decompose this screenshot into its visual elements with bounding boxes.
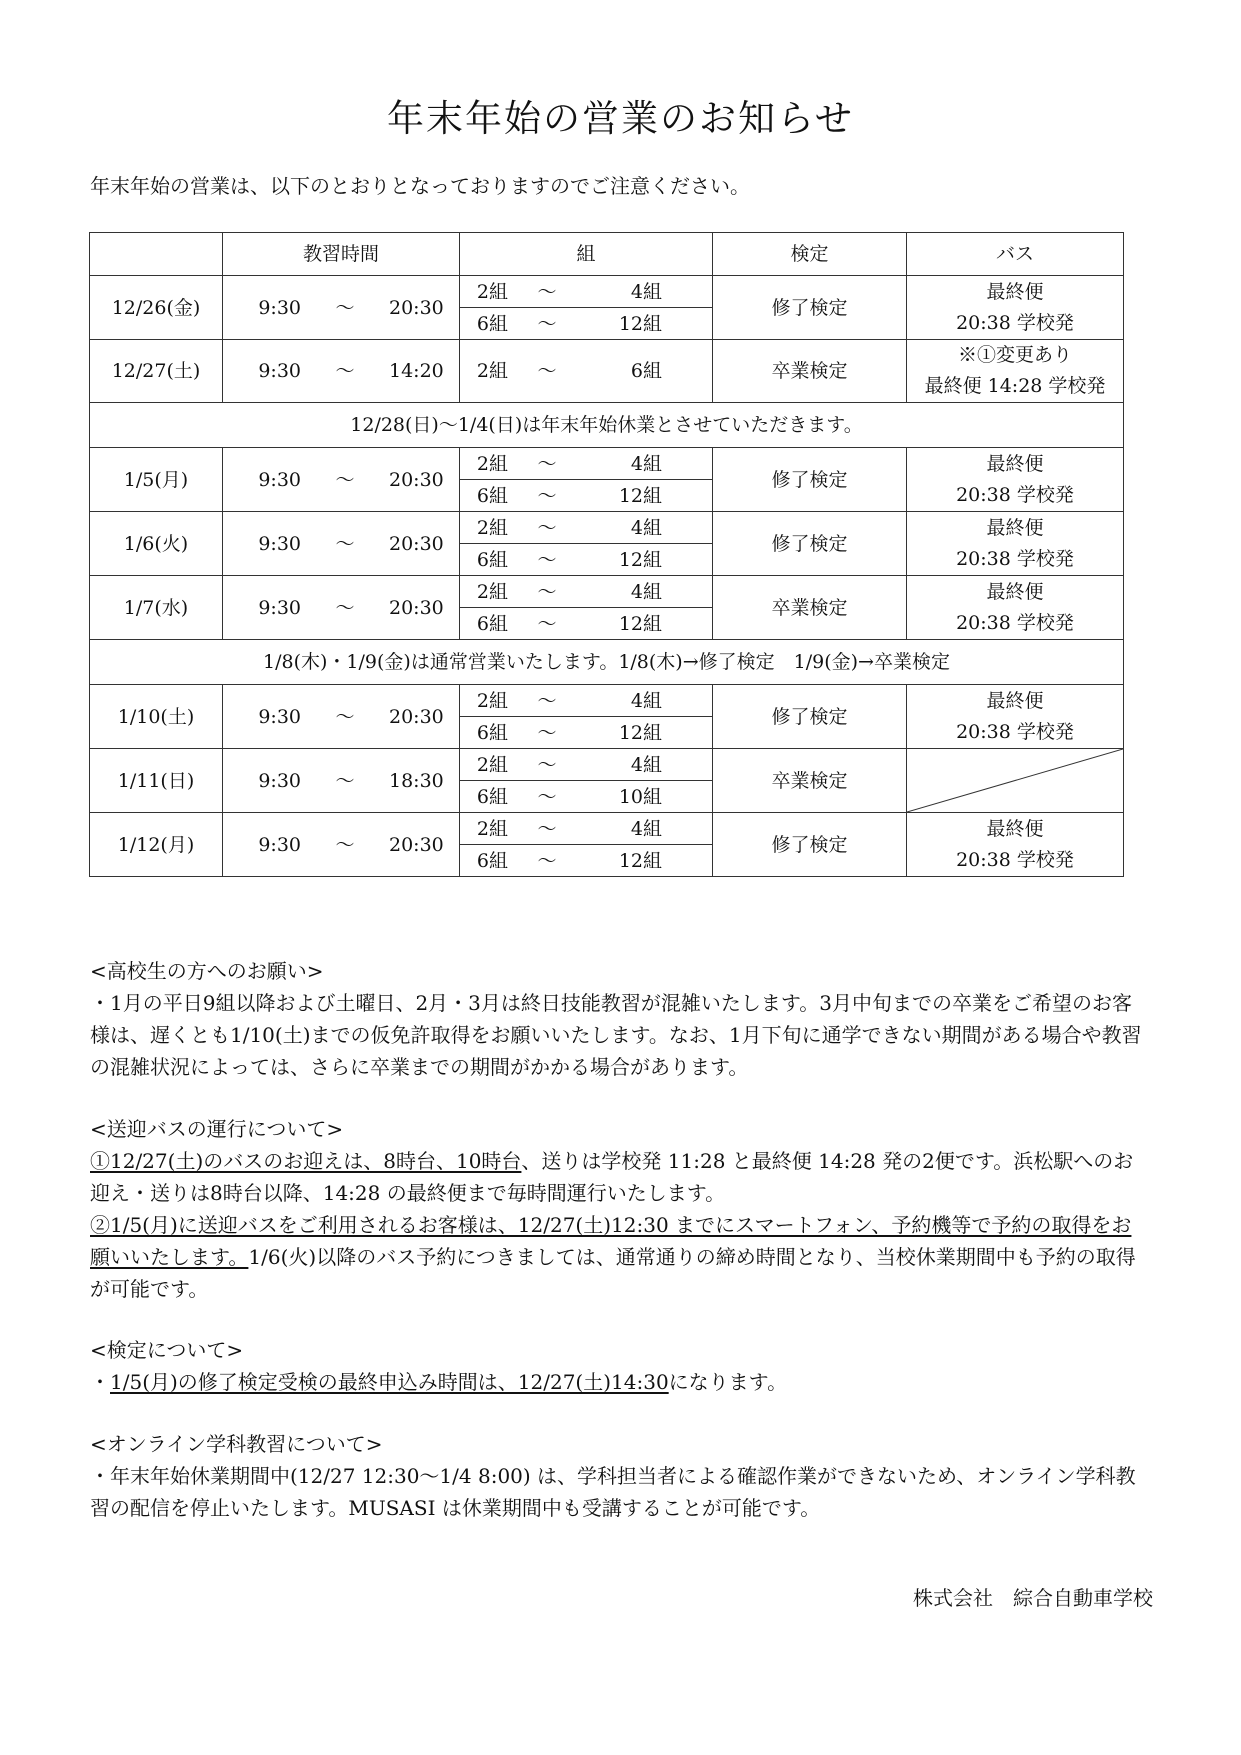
time-range: [223, 830, 459, 860]
date-cell: 1/10(土): [90, 685, 223, 749]
time-cell: [223, 813, 460, 877]
group-sep: 〜: [537, 817, 557, 840]
header-cell: 教習時間: [223, 233, 460, 276]
exam-cell: 修了検定: [713, 276, 907, 340]
highschool-heading: <高校生の方へのお願い>: [90, 959, 324, 983]
bus-line: 20:38 学校発: [956, 483, 1074, 506]
group-range: [460, 814, 712, 844]
group-cell: [460, 480, 713, 512]
time-end: 20:30: [389, 468, 444, 491]
time-range: [223, 293, 459, 323]
group-end: 12組: [618, 849, 662, 872]
bus-cell: [907, 340, 1124, 403]
table-row: [90, 685, 1124, 717]
time-sep: 〜: [335, 769, 355, 792]
group-cell: [460, 608, 713, 640]
time-sep: 〜: [335, 468, 355, 491]
bus-line: 最終便: [986, 452, 1044, 475]
time-cell: [223, 576, 460, 640]
date-cell: 12/27(土): [90, 340, 223, 403]
group-end: 12組: [618, 548, 662, 571]
exam-heading: <検定について>: [90, 1338, 244, 1362]
group-start: 2組: [476, 516, 508, 539]
group-end: 4組: [630, 580, 662, 603]
group-start: 6組: [476, 548, 508, 571]
date-cell: 12/26(金): [90, 276, 223, 340]
group-cell: [460, 749, 713, 781]
time-range: [223, 593, 459, 623]
bus-cell: [907, 576, 1124, 640]
group-end: 10組: [618, 785, 662, 808]
group-range: [460, 309, 712, 339]
exam-cell: 修了検定: [713, 512, 907, 576]
group-end: 4組: [630, 452, 662, 475]
group-cell: [460, 845, 713, 877]
time-cell: [223, 685, 460, 749]
time-cell: [223, 340, 460, 403]
exam-cell: 修了検定: [713, 813, 907, 877]
exam-section: [90, 1334, 1150, 1398]
time-range: [223, 465, 459, 495]
table-row: [90, 340, 1124, 403]
group-cell: [460, 576, 713, 608]
time-end: 14:20: [389, 360, 444, 382]
group-range: [460, 356, 712, 386]
group-sep: 〜: [537, 580, 557, 603]
intro-text: 年末年始の営業は、以下のとおりとなっておりますのでご注意ください。: [90, 174, 750, 198]
date-cell: 1/5(月): [90, 448, 223, 512]
highschool-body: ・1月の平日9組以降および土曜日、2月・3月は終日技能教習が混雑いたします。3月中旬までの卒業をご希望のお客様は、遅くとも1/10(土)までの仮免許取得をお願いいたします。なお、1月下旬に通学できない期間がある場合や教習の混雑状況によっては、さらに卒業までの期間がかかる場合があります。: [90, 991, 1142, 1079]
group-sep: 〜: [537, 689, 557, 712]
online-section: [90, 1428, 1150, 1524]
header-cell: [90, 233, 223, 276]
time-cell: [223, 512, 460, 576]
group-sep: 〜: [537, 484, 557, 507]
date-cell: 1/7(水): [90, 576, 223, 640]
group-sep: 〜: [537, 280, 557, 303]
time-sep: 〜: [335, 596, 355, 619]
table-row: [90, 813, 1124, 845]
bus-cell: [907, 448, 1124, 512]
group-start: 2組: [476, 689, 508, 712]
bus-line: 最終便: [986, 280, 1044, 303]
group-end: 4組: [630, 280, 662, 303]
table-row: [90, 512, 1124, 544]
group-range: [460, 545, 712, 575]
bus-line: 20:38 学校発: [956, 611, 1074, 634]
group-cell: [460, 813, 713, 845]
group-cell: [460, 717, 713, 749]
time-sep: 〜: [335, 360, 355, 382]
group-end: 4組: [630, 753, 662, 776]
group-start: 6組: [476, 785, 508, 808]
bus-p1-underlined: ①12/27(土)のバスのお迎えは、8時台、10時台: [90, 1149, 522, 1173]
group-cell: [460, 448, 713, 480]
table-row: [90, 276, 1124, 308]
group-end: 12組: [618, 484, 662, 507]
group-sep: 〜: [537, 721, 557, 744]
group-start: 6組: [476, 721, 508, 744]
group-start: 2組: [476, 817, 508, 840]
group-cell: [460, 544, 713, 576]
group-sep: 〜: [537, 360, 557, 382]
bus-p2-underlined: ②1/5(月)に送迎バスをご利用されるお客様は、12/27(土)12:30 までにスマートフォン、予約機等で予約の取得をお願いいたします。: [90, 1213, 1132, 1269]
group-start: 6組: [476, 312, 508, 335]
exam-cell: 修了検定: [713, 685, 907, 749]
bus-cell: [907, 813, 1124, 877]
bus-line: 最終便: [986, 689, 1044, 712]
date-cell: 1/6(火): [90, 512, 223, 576]
bus-line: 20:38 学校発: [956, 720, 1074, 743]
time-start: 9:30: [258, 833, 301, 856]
group-cell: [460, 276, 713, 308]
header-cell: 組: [460, 233, 713, 276]
group-range: [460, 277, 712, 307]
table-row: [90, 576, 1124, 608]
bus-line: 最終便: [986, 817, 1044, 840]
notice-row: [90, 640, 1124, 685]
exam-cell: 卒業検定: [713, 749, 907, 813]
group-range: [460, 750, 712, 780]
date-cell: 1/12(月): [90, 813, 223, 877]
group-start: 6組: [476, 612, 508, 635]
group-range: [460, 513, 712, 543]
exam-body: [90, 1366, 1150, 1398]
highschool-section: [90, 955, 1150, 1083]
group-cell: [460, 340, 713, 403]
bus-line: 最終便: [986, 516, 1044, 539]
group-cell: [460, 781, 713, 813]
bus-p2-rest: 1/6(火)以降のバス予約につきましては、通常通りの締め時間となり、当校休業期間中も予約の取得が可能です。: [90, 1245, 1136, 1301]
time-start: 9:30: [258, 596, 301, 619]
bus-cell: [907, 685, 1124, 749]
time-range: [223, 766, 459, 796]
group-sep: 〜: [537, 548, 557, 571]
time-end: 20:30: [389, 532, 444, 555]
group-end: 4組: [630, 689, 662, 712]
group-start: 2組: [476, 580, 508, 603]
online-body: ・年末年始休業期間中(12/27 12:30〜1/4 8:00) は、学科担当者による確認作業ができないため、オンライン学科教習の配信を停止いたします。MUSASI は休業期間中も受講することが可能です。: [90, 1464, 1136, 1520]
empty-cell-slash: [907, 749, 1123, 812]
time-sep: 〜: [335, 532, 355, 555]
group-end: 6組: [630, 360, 662, 382]
time-sep: 〜: [335, 296, 355, 319]
group-start: 2組: [476, 280, 508, 303]
exam-rest: になります。: [668, 1370, 788, 1394]
exam-prefix: ・: [90, 1370, 110, 1394]
time-end: 20:30: [389, 596, 444, 619]
time-end: 18:30: [389, 769, 444, 792]
group-range: [460, 782, 712, 812]
table-header-row: [90, 233, 1124, 276]
group-end: 4組: [630, 817, 662, 840]
time-range: [223, 529, 459, 559]
group-start: 6組: [476, 849, 508, 872]
bus-line: ※①変更あり: [957, 344, 1072, 366]
bus-paragraph-2: [90, 1209, 1150, 1305]
group-end: 12組: [618, 721, 662, 744]
group-start: 2組: [476, 452, 508, 475]
exam-cell: 修了検定: [713, 448, 907, 512]
group-range: [460, 609, 712, 639]
notice-row: [90, 403, 1124, 448]
time-end: 20:30: [389, 833, 444, 856]
time-cell: [223, 276, 460, 340]
schedule-table: [89, 232, 1124, 877]
bus-line: 最終便 14:28 学校発: [924, 375, 1106, 397]
group-end: 12組: [618, 312, 662, 335]
time-sep: 〜: [335, 833, 355, 856]
group-sep: 〜: [537, 612, 557, 635]
notice-cell: 1/8(木)・1/9(金)は通常営業いたします。1/8(木)→修了検定 1/9(金)→卒業検定: [90, 640, 1124, 685]
group-sep: 〜: [537, 452, 557, 475]
bus-line: 20:38 学校発: [956, 848, 1074, 871]
group-range: [460, 577, 712, 607]
time-range: [223, 702, 459, 732]
exam-underlined: 1/5(月)の修了検定受検の最終申込み時間は、12/27(土)14:30: [110, 1370, 669, 1394]
bus-paragraph-1: [90, 1145, 1150, 1209]
diagonal-line: [907, 749, 1123, 812]
bus-cell: [907, 749, 1124, 813]
time-start: 9:30: [258, 532, 301, 555]
time-start: 9:30: [258, 296, 301, 319]
bus-line: 最終便: [986, 580, 1044, 603]
time-start: 9:30: [258, 705, 301, 728]
time-sep: 〜: [335, 705, 355, 728]
group-cell: [460, 308, 713, 340]
group-range: [460, 481, 712, 511]
exam-cell: 卒業検定: [713, 576, 907, 640]
time-start: 9:30: [258, 360, 301, 382]
page-title: 年末年始の営業のお知らせ: [387, 97, 854, 140]
group-sep: 〜: [537, 516, 557, 539]
group-range: [460, 718, 712, 748]
table-row: [90, 448, 1124, 480]
exam-cell: 卒業検定: [713, 340, 907, 403]
time-cell: [223, 749, 460, 813]
time-start: 9:30: [258, 468, 301, 491]
time-cell: [223, 448, 460, 512]
bus-cell: [907, 512, 1124, 576]
online-heading: <オンライン学科教習について>: [90, 1432, 383, 1456]
group-range: [460, 686, 712, 716]
group-cell: [460, 512, 713, 544]
group-start: 2組: [476, 753, 508, 776]
bus-heading: <送迎バスの運行について>: [90, 1117, 344, 1141]
bus-cell: [907, 276, 1124, 340]
time-end: 20:30: [389, 705, 444, 728]
group-range: [460, 846, 712, 876]
group-cell: [460, 685, 713, 717]
date-cell: 1/11(日): [90, 749, 223, 813]
group-end: 4組: [630, 516, 662, 539]
group-sep: 〜: [537, 312, 557, 335]
bus-p1-rest: 、送りは学校発 11:28 と最終便 14:28 発の2便です。浜松駅へのお迎え・送りは8時台以降、14:28 の最終便まで毎時間運行いたします。: [90, 1149, 1134, 1205]
bus-line: 20:38 学校発: [956, 311, 1074, 334]
group-sep: 〜: [537, 785, 557, 808]
group-end: 12組: [618, 612, 662, 635]
header-cell: 検定: [713, 233, 907, 276]
time-range: [223, 356, 459, 386]
notice-cell: 12/28(日)〜1/4(日)は年末年始休業とさせていただきます。: [90, 403, 1124, 448]
group-sep: 〜: [537, 753, 557, 776]
table-row: [90, 749, 1124, 781]
group-start: 6組: [476, 484, 508, 507]
header-cell: バス: [907, 233, 1124, 276]
group-start: 2組: [476, 360, 508, 382]
bus-section: [90, 1113, 1150, 1305]
group-range: [460, 449, 712, 479]
bus-line: 20:38 学校発: [956, 547, 1074, 570]
time-end: 20:30: [389, 296, 444, 319]
time-start: 9:30: [258, 769, 301, 792]
company-name: 株式会社 綜合自動車学校: [913, 1586, 1153, 1610]
group-sep: 〜: [537, 849, 557, 872]
